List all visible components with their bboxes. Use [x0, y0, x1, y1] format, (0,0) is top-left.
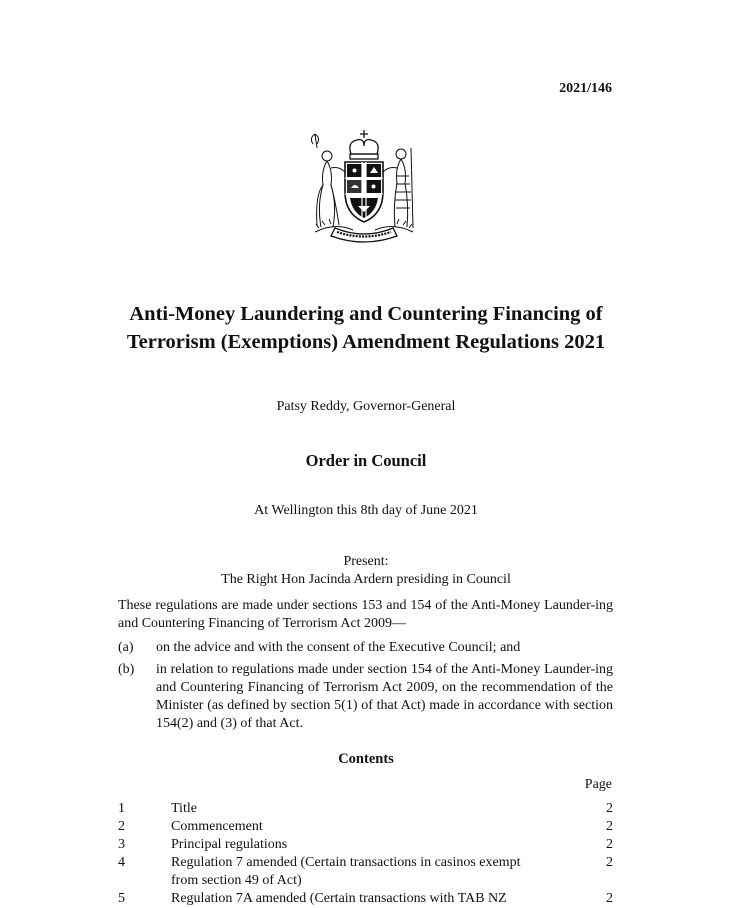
contents-list [118, 800, 613, 908]
governor-general-line: Patsy Reddy, Governor-General [276, 399, 456, 414]
contents-item[interactable] [118, 818, 613, 836]
regulations-title [0, 300, 732, 356]
coat-of-arms-emblem [305, 128, 423, 246]
present-label: Present: [343, 554, 389, 569]
presiding-line: The Right Hon Jacinda Ardern presiding in Council [221, 572, 511, 587]
contents-item[interactable] [118, 800, 613, 818]
item-page: 2 [606, 801, 613, 816]
item-title[interactable]: Regulation 7A amended (Certain transactions with TAB NZ [171, 891, 507, 906]
item-title[interactable]: Principal regulations [171, 837, 288, 852]
regulation-number: 2021/146 [559, 81, 612, 96]
item-number: 3 [118, 837, 125, 852]
location-date-line: At Wellington this 8th day of June 2021 [254, 503, 478, 518]
item-title[interactable]: Regulation 7 amended (Certain transactions in casinos exempt from section 49 of Act) [171, 855, 521, 888]
item-title[interactable]: Commencement [171, 819, 263, 834]
paragraph-text: in relation to regulations made under section 154 of the Anti-Money Launder-ing and Countering Financing of Terrorism Act 2009, on the recommendation of the Minister (as defined by section 5(1) of that Act) made in accordance with section 154(2) and (3) of that Act. [156, 662, 613, 731]
item-number: 2 [118, 819, 125, 834]
page-column-heading: Page [584, 777, 612, 792]
contents-heading: Contents [338, 751, 394, 767]
item-number: 5 [118, 891, 125, 906]
title-line-1: Anti-Money Laundering and Countering Financing of [129, 303, 603, 325]
item-number: 4 [118, 855, 125, 870]
preamble-text: These regulations are made under sections 153 and 154 of the Anti-Money Launder-ing and Countering Financing of Terrorism Act 2009— [118, 598, 613, 631]
order-in-council-heading: Order in Council [305, 451, 427, 470]
item-page: 2 [606, 855, 613, 870]
paragraph-text: on the advice and with the consent of the Executive Council; and [156, 640, 521, 655]
contents-item[interactable] [118, 854, 613, 890]
contents-item[interactable] [118, 836, 613, 854]
paragraph-label: (b) [118, 662, 135, 677]
item-number: 1 [118, 801, 125, 816]
title-line-2: Terrorism (Exemptions) Amendment Regulations 2021 [126, 331, 606, 353]
item-page: 2 [606, 891, 613, 906]
item-page: 2 [606, 837, 613, 852]
item-page: 2 [606, 819, 613, 834]
item-title[interactable]: Title [171, 801, 197, 816]
contents-item[interactable] [118, 890, 613, 908]
paragraph-label: (a) [118, 640, 134, 655]
